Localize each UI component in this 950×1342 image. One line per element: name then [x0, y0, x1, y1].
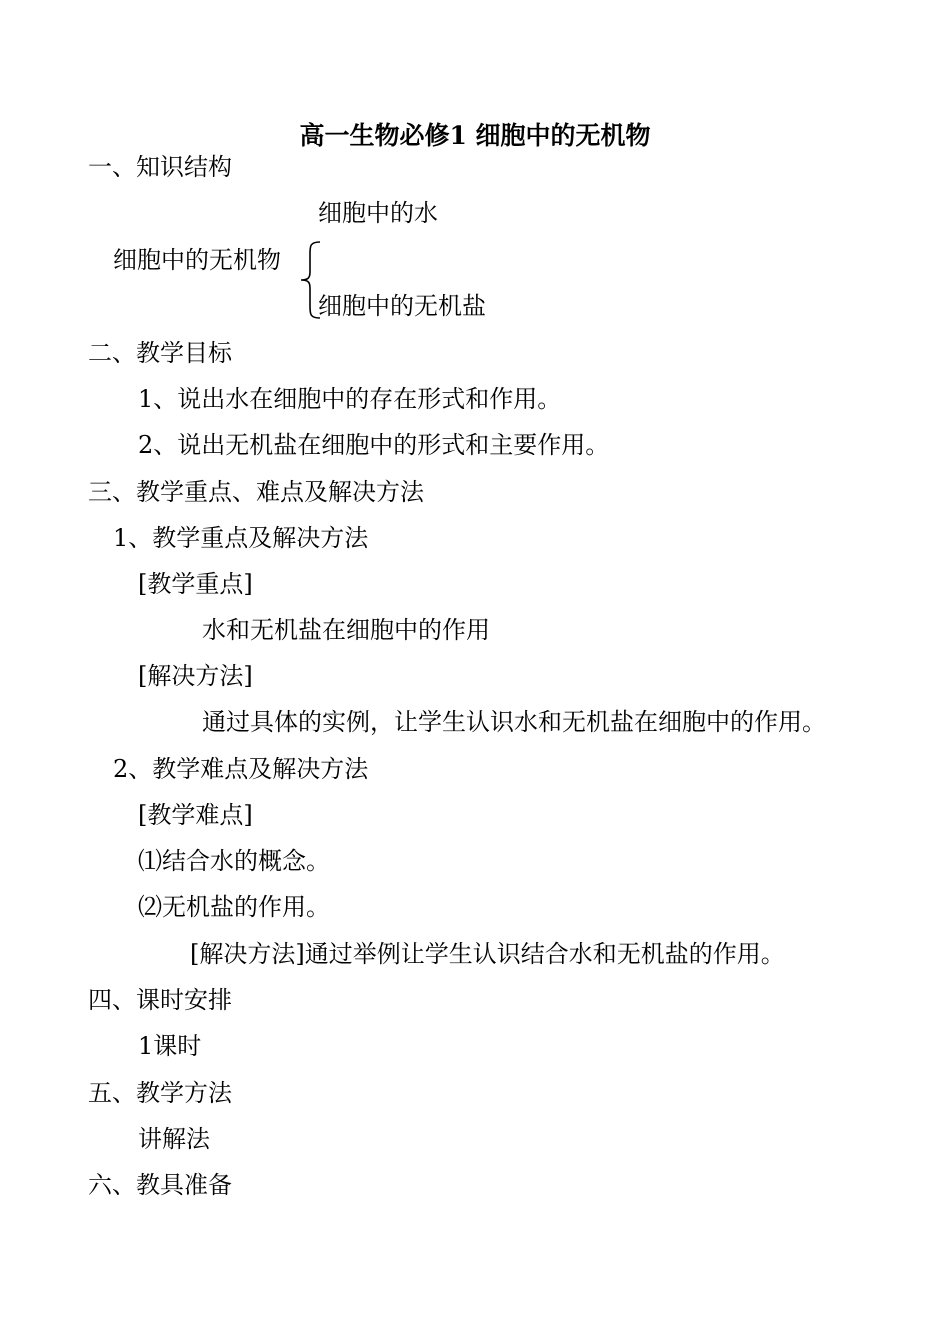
teaching-method-text: 讲解法	[138, 1125, 210, 1153]
schedule-text: 1课时	[138, 1032, 202, 1060]
goal-item: 1、说出水在细胞中的存在形式和作用。	[138, 385, 562, 413]
difficulty-item: ⑵无机盐的作用。	[138, 893, 330, 921]
focus-label: [教学重点]	[138, 570, 253, 598]
structure-root: 细胞中的无机物	[113, 246, 281, 274]
subsection-heading-difficulty: 2、教学难点及解决方法	[113, 755, 369, 783]
section-heading-teaching-goals: 二、教学目标	[88, 339, 232, 367]
difficulty-method-line: [解决方法]通过举例让学生认识结合水和无机盐的作用。	[190, 940, 785, 968]
structure-branch-inorganic-salt: 细胞中的无机盐	[318, 292, 486, 320]
section-heading-teaching-method: 五、教学方法	[88, 1079, 232, 1107]
section-heading-materials: 六、教具准备	[88, 1171, 232, 1199]
document-title: 高一生物必修1 细胞中的无机物	[299, 121, 651, 150]
method-label: [解决方法]	[138, 662, 253, 690]
goal-item: 2、说出无机盐在细胞中的形式和主要作用。	[138, 431, 610, 459]
focus-text: 水和无机盐在细胞中的作用	[202, 616, 490, 644]
structure-branch-water: 细胞中的水	[318, 199, 438, 227]
difficulty-item: ⑴结合水的概念。	[138, 847, 330, 875]
difficulty-label: [教学难点]	[138, 801, 253, 829]
section-heading-key-points: 三、教学重点、难点及解决方法	[88, 478, 424, 506]
section-heading-knowledge-structure: 一、知识结构	[88, 153, 232, 181]
subsection-heading-focus: 1、教学重点及解决方法	[113, 524, 369, 552]
section-heading-schedule: 四、课时安排	[88, 986, 232, 1014]
method-text: 通过具体的实例，让学生认识水和无机盐在细胞中的作用。	[202, 708, 826, 736]
